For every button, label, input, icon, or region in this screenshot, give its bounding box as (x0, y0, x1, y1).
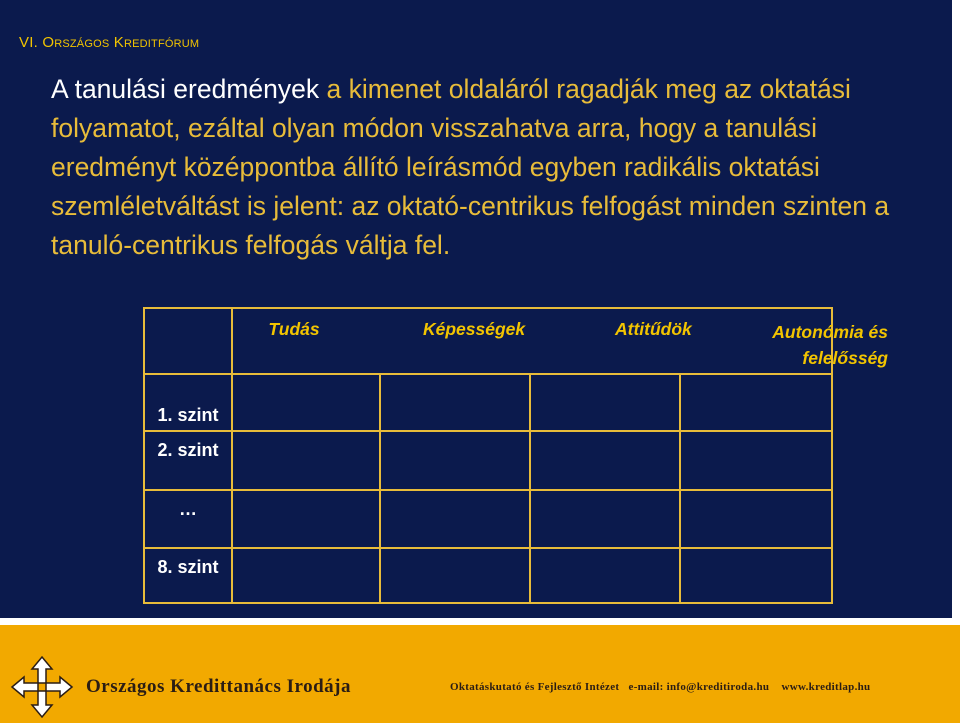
footer-bar (0, 625, 960, 723)
header-kepessegek: Képességek (423, 319, 526, 339)
header-autonomia: Autonómia és felelősség (772, 322, 888, 368)
forum-name-reditforum: REDITFÓRUM (123, 38, 200, 50)
table-header-row (144, 308, 832, 374)
table-cell (232, 374, 380, 431)
forum-name-o: O (42, 34, 55, 51)
level-table (143, 307, 888, 604)
row-label-ellipsis: … (144, 490, 232, 548)
row-label-1: 1. szint (144, 374, 232, 431)
header-group-cell (232, 308, 888, 374)
header-tudas: Tudás (268, 319, 320, 339)
table-cell (380, 548, 530, 603)
table-cell (380, 431, 530, 490)
email-address[interactable]: e-mail: info@kreditiroda.hu (628, 681, 770, 693)
table-row (144, 490, 832, 548)
paragraph-line-2: folyamatot, ezáltal olyan módon visszahatva arra, hogy a tanulási (51, 113, 817, 143)
table-cell (232, 548, 380, 603)
table-cell (232, 431, 380, 490)
row-label-2: 2. szint (144, 431, 232, 490)
table-cell (232, 490, 380, 548)
paragraph-line-4: szemléletváltást is jelent: az oktató-centrikus felfogást minden szinten a (51, 191, 890, 221)
paragraph-line-5: tanuló-centrikus felfogás váltja fel. (51, 230, 451, 260)
paragraph-line-3: eredményt középpontba állító leírásmód egyben radikális oktatási (51, 152, 820, 182)
table-cell (380, 374, 530, 431)
table-cell (680, 490, 832, 548)
table-cell (680, 431, 832, 490)
table-cell (530, 548, 680, 603)
website-link[interactable]: www.kreditlap.hu (781, 681, 871, 693)
table-cell (680, 548, 832, 603)
header-attitudok: Attitűdök (615, 319, 692, 339)
table-row (144, 431, 832, 490)
institute-name: Oktatáskutató és Fejlesztő Intézet (450, 681, 620, 693)
compass-logo-icon (10, 655, 74, 719)
table-row (144, 374, 832, 431)
table-row (144, 548, 832, 603)
line1-rest: a kimenet oldaláról ragadják meg az oktatási (319, 74, 851, 104)
table-cell (680, 374, 832, 431)
paragraph-line-1 (51, 70, 941, 109)
row-label-8: 8. szint (144, 548, 232, 603)
corner-cell (144, 308, 232, 374)
org-name: Országos Kredittanács Irodája (86, 676, 352, 697)
table-cell (530, 431, 680, 490)
table-cell (380, 490, 530, 548)
main-paragraph (51, 70, 941, 265)
footer-contact (450, 681, 870, 693)
forum-name-rszagos: RSZÁGOS (54, 38, 110, 50)
forum-title (19, 34, 199, 51)
table-cell (530, 490, 680, 548)
table-cell (530, 374, 680, 431)
forum-name-k: K (109, 34, 124, 51)
forum-number: VI. (19, 34, 38, 51)
highlight-phrase: A tanulási eredmények (51, 74, 320, 104)
